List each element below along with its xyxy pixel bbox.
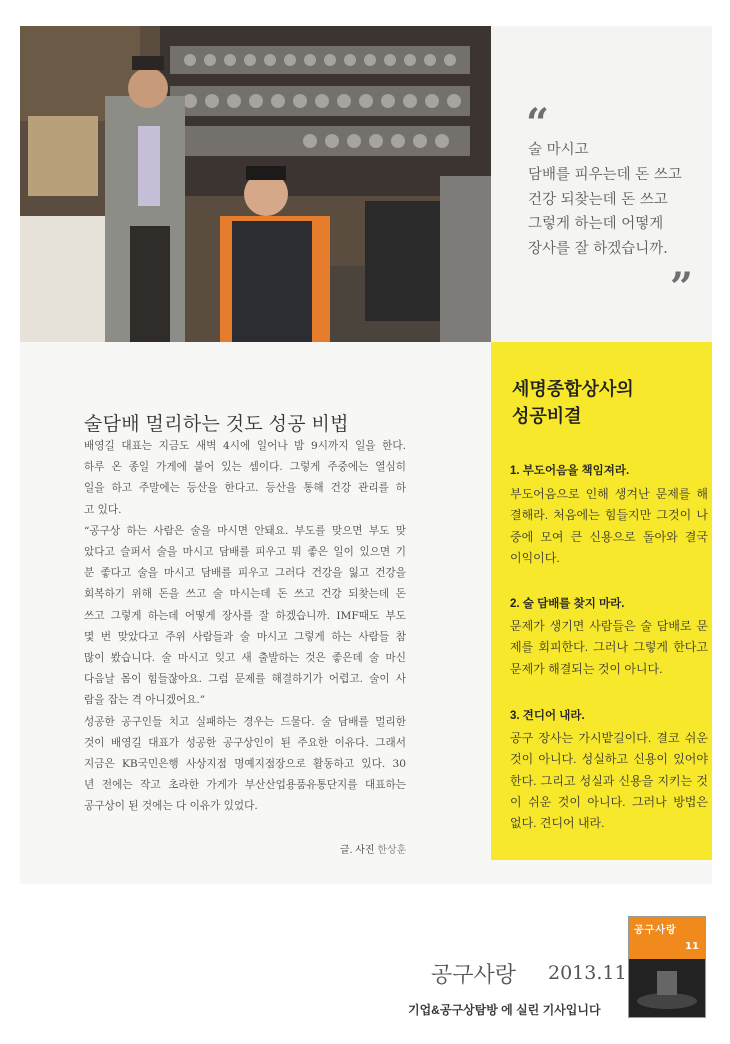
cover-issue: 11 <box>685 941 699 952</box>
byline <box>340 841 406 856</box>
pull-quote-line: 그렇게 하는데 어떻게 <box>528 216 664 233</box>
article-title: 술담배 멀리하는 것도 성공 비법 <box>84 414 349 435</box>
article-line: “공구상 하는 사람은 술을 마시면 안돼요. 부도를 맞으면 부도 맞 <box>84 524 406 537</box>
sidebar-title-line1: 세명종합상사의 <box>512 379 634 399</box>
tip-line: 문제가 해결되는 것이 아니다. <box>510 661 663 676</box>
pull-quote-text <box>528 138 708 262</box>
article-line: 분 좋다고 술을 마시고 담배를 피우고 그러다 건강을 잃고 건강을 <box>84 567 406 580</box>
pull-quote-line: 담배를 피우는데 돈 쓰고 <box>528 166 682 183</box>
tip-line: 제를 회피한다. 그러나 그렇게 한다고 <box>510 640 708 655</box>
article-line: 배영길 대표는 지금도 새벽 4시에 일어나 밤 9시까지 일을 한다. <box>84 440 406 452</box>
article-line: 람을 잡는 격 아니겠어요.” <box>84 694 206 707</box>
article-line: 성공한 공구인들 치고 실패하는 경우는 드물다. 술 담배를 멀리한 <box>84 715 406 728</box>
article-line: 공구상이 된 것에는 다 이유가 있었다. <box>84 800 258 813</box>
tip-line: 공구 장사는 가시밭길이다. 결코 쉬운 <box>510 731 708 745</box>
magazine-name: 공구사랑 <box>431 963 517 988</box>
article-line: 것이 배영길 대표가 성공한 공구상인이 된 주요한 이유다. 그래서 <box>84 736 406 749</box>
article-line: 지금은 KB국민은행 사상지점 명예지점장으로 활동하고 있다. 30 <box>84 758 406 771</box>
article-body <box>84 436 406 818</box>
tip-body <box>510 616 708 680</box>
store-photo <box>20 26 491 342</box>
pull-quote-line: 건강 되찾는데 돈 쓰고 <box>528 191 668 208</box>
pull-quote-line: 장사를 잘 하겠습니까. <box>528 241 668 258</box>
tip-line: 없다. 견디어 내라. <box>510 816 605 831</box>
tip-line: 이 쉬운 것이 아니다. 그러나 방법은 <box>510 794 708 809</box>
article-line: 많이 봤습니다. 술 마시고 잊고 새 출발하는 것은 좋은데 술 마신 <box>84 652 406 665</box>
tip-line: 이익이다. <box>510 550 560 565</box>
article-line: 쓰고 그렇게 하는데 어떻게 장사를 잘 하겠습니까. IMF때도 부도 <box>84 609 406 622</box>
pull-quote-line: 술 마시고 <box>528 142 589 158</box>
sidebar-title-line2: 성공비결 <box>512 406 582 426</box>
tip-line: 한다. 그리고 성실과 신용을 지키는 것 <box>510 773 708 788</box>
article-line: 회복하기 위해 돈을 쓰고 술 마시는데 돈 쓰고 건강 되찾는데 돈 <box>84 588 406 601</box>
byline-name: 한상훈 <box>377 845 407 856</box>
open-quote-mark: “ <box>526 100 550 147</box>
article-line: 년 전에는 작고 초라한 가게가 부산산업용품유통단지를 대표하는 <box>84 779 406 792</box>
article-line: 다음날 몸이 힘들잖아요. 그럼 문제를 해결하기가 어렵고. 술이 사 <box>84 673 406 686</box>
tip-line: 부도어음으로 인해 생겨난 문제를 해 <box>510 487 708 501</box>
tip-body <box>510 728 708 834</box>
sidebar-title <box>512 376 634 430</box>
tip-line: 문제가 생기면 사람들은 술 담배로 문 <box>510 619 708 633</box>
cover-title: 공구사랑 <box>634 925 677 936</box>
article-line: 았다고 슬퍼서 술을 마시고 담배를 피우고 뭐 좋은 일이 있으면 기 <box>84 546 406 559</box>
tip-line: 결해라. 처음에는 힘들지만 그것이 나 <box>510 508 708 523</box>
tip-heading: 3. 견디어 내라. <box>510 710 585 722</box>
tip-body <box>510 484 708 569</box>
tip-heading: 2. 술 담배를 찾지 마라. <box>510 598 625 610</box>
magazine-cover-thumbnail <box>628 916 706 1018</box>
tip-line: 중에 모여 큰 신용으로 돌아와 결국 <box>510 529 708 544</box>
cover-image <box>629 959 705 1017</box>
article-line: 일을 하고 주말에는 등산을 한다고. 등산을 통해 건강 관리를 하 <box>84 482 406 495</box>
issue-date: 2013.11 <box>548 962 627 984</box>
tip-line: 것이 아니다. 성실하고 신용이 있어야 <box>510 752 708 767</box>
article-line: 고 있다. <box>84 503 122 516</box>
article-line: 하루 온 종일 가게에 붙어 있는 셈이다. 그렇게 주중에는 열심히 <box>84 461 406 474</box>
close-quote-mark: ” <box>670 264 694 311</box>
source-note: 기업&공구상탐방 에 실린 기사입니다 <box>408 1003 601 1017</box>
tip-heading: 1. 부도어음을 책임져라. <box>510 465 630 477</box>
byline-label: 글. 사진 <box>340 845 375 856</box>
article-line: 몇 번 맞았다고 주위 사람들과 술 마시고 그렇게 하는 사람들 참 <box>84 630 406 643</box>
